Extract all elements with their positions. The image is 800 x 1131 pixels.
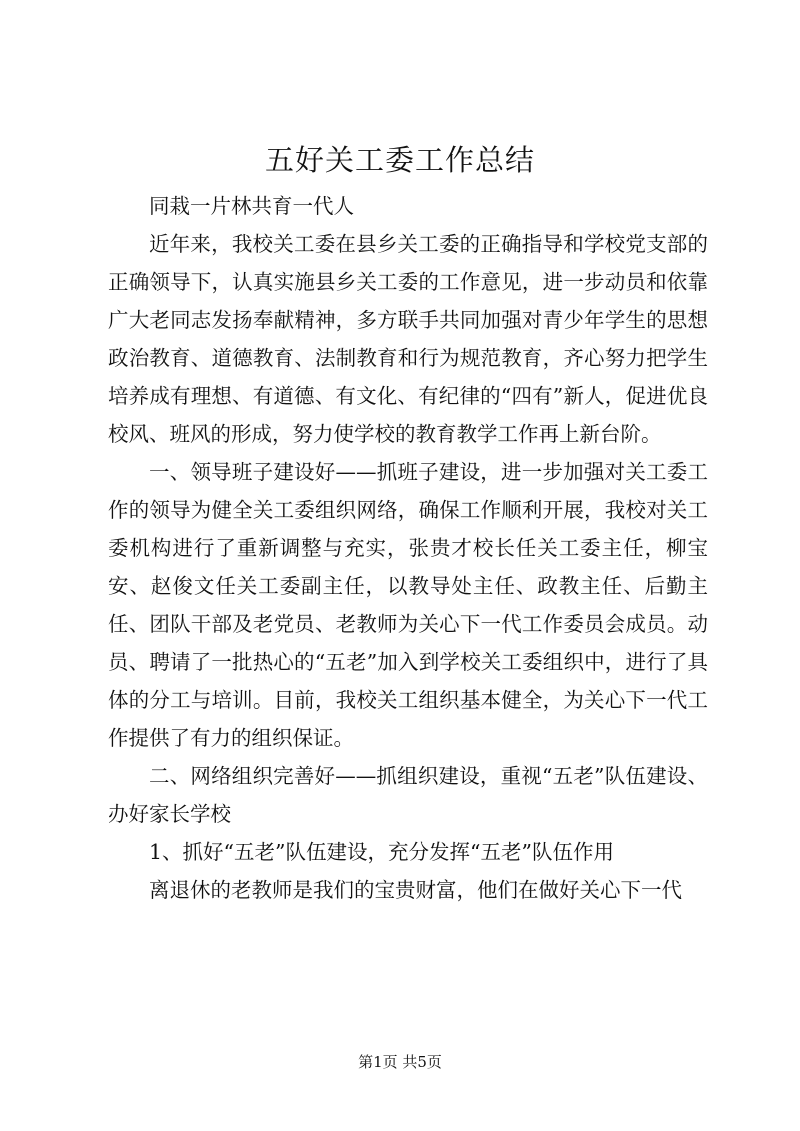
document-title: 五好关工委工作总结 — [264, 143, 535, 177]
section-one-paragraph: 一、领导班子建设好——抓班子建设，进一步加强对关工委工作的领导为健全关工委组织网络，确保工作顺利开展，我校对关工委机构进行了重新调整与充实，张贵才校长任关工委主任，柳宝安、赵俊文任关工委副主任，以教导处主任、政教主任、后勤主任、团队干部及老党员、老教师为关心下一代工作委员会成员。动员、聘请了一批热心的“五老”加入到学校关工委组织中，进行了具体的分工与培训。目前，我校关工组织基本健全，为关心下一代工作提供了有力的组织保证。 — [108, 460, 708, 750]
subsection-one-heading: 1、抓好“五老”队伍建设，充分发挥“五老”队伍作用 — [149, 840, 614, 864]
intro-paragraph: 近年来，我校关工委在县乡关工委的正确指导和学校党支部的正确领导下，认真实施县乡关工委的工作意见，进一步动员和依靠广大老同志发扬奉献精神，多方联手共同加强对青少年学生的思想政治教育、道德教育、法制教育和行为规范教育，齐心努力把学生培养成有理想、有道德、有文化、有纪律的“四有”新人，促进优良校风、班风的形成，努力使学校的教育教学工作再上新台阶。 — [108, 232, 708, 446]
section-two-heading: 二、网络组织完善好——抓组织建设，重视“五老”队伍建设、办好家长学校 — [108, 764, 708, 826]
subtitle-paragraph: 同栽一片林共育一代人 — [149, 194, 354, 218]
page-footer: 第1页 共5页 — [358, 1053, 442, 1071]
subsection-one-paragraph: 离退休的老教师是我们的宝贵财富，他们在做好关心下一代 — [149, 878, 682, 902]
document-body — [108, 187, 708, 909]
